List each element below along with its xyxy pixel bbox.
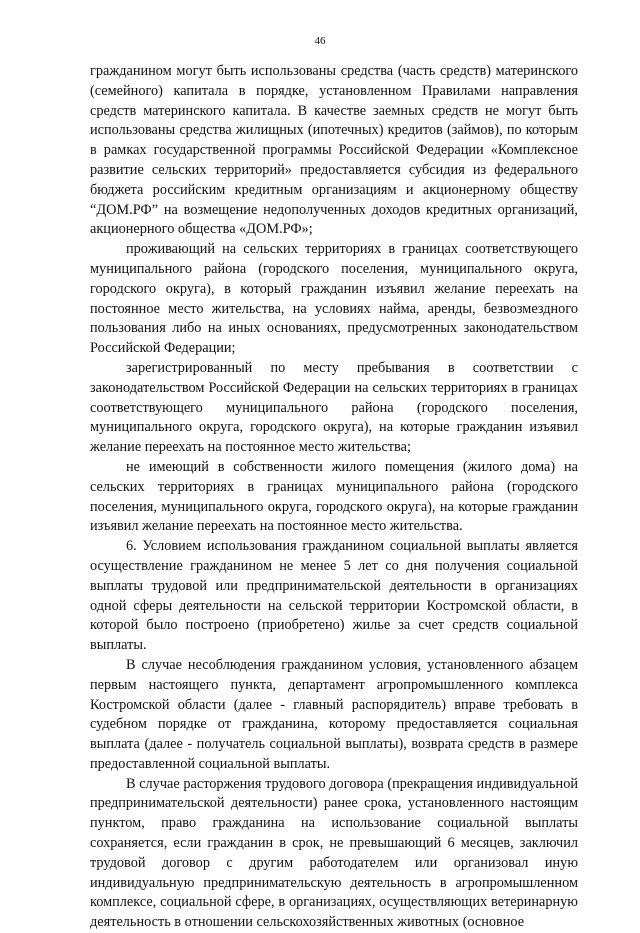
paragraph-no-property-condition: не имеющий в собственности жилого помещения (жилого дома) на сельских территориях в границах муниципального района (городского поселения, муниципального округа, городского округа), на которые гражданин изъявил желание переехать на постоянное место жительства. xyxy=(90,458,578,535)
paragraph-non-compliance: В случае несоблюдения гражданином условия, установленного абзацем первым настоящего пункта, департамент агропромышленного комплекса Костромской области (далее - главный распорядитель) вправе требовать в судебном порядке от гражданина, которому предоставляется социальная выплата (далее - получатель социальной выплаты), возврата средств в размере предоставленной социальной выплаты. xyxy=(90,656,578,772)
paragraph-registration-condition: зарегистрированный по месту пребывания в соответствии с законодательством Российской Федерации на сельских территориях в границах соответствующего муниципального района (городского поселения, муниципального округа, городского округа), на которые гражданин изъявил желание переехать на постоянное место жительства; xyxy=(90,359,578,456)
paragraph-item-6: 6. Условием использования гражданином социальной выплаты является осуществление гражданином не менее 5 лет со дня получения социальной выплаты трудовой или предпринимательской деятельности в организациях одной сферы деятельности на сельской территории Костромской области, в которой было построено (приобретено) жилье за счет средств социальной выплаты. xyxy=(90,538,578,654)
paragraph-residence-condition: проживающий на сельских территориях в границах соответствующего муниципального района (городского поселения, муниципального округа, городского округа), в который гражданин изъявил желание переехать на постоянное место жительства, на условиях найма, аренды, безвозмездного пользования либо на иных основаниях, предусмотренных законодательством Российской Федерации; xyxy=(90,241,578,357)
page-number: 46 xyxy=(314,35,326,47)
document-body xyxy=(90,62,578,933)
paragraph-continuation: гражданином могут быть использованы средства (часть средств) материнского (семейного) капитала в порядке, установленном Правилами направления средств материнского капитала. В качестве заемных средств не могут быть использованы средства жилищных (ипотечных) кредитов (займов), по которым в рамках государственной программы Российской Федерации «Комплексное развитие сельских территорий» предоставляется субсидия из федерального бюджета российским кредитным организациям и акционерному обществу “ДОМ.РФ” на возмещение недополученных доходов кредитных организаций, акционерного общества «ДОМ.РФ»; xyxy=(90,63,578,238)
paragraph-contract-termination: В случае расторжения трудового договора (прекращения индивидуальной предпринимательской деятельности) ранее срока, установленного настоящим пунктом, право гражданина на использование социальной выплаты сохраняется, если гражданин в срок, не превышающий 6 месяцев, заключил трудовой договор с другим работодателем или организовал иную индивидуальную предпринимательскую деятельность в агропромышленном комплексе, социальной сфере, в организациях, осуществляющих ветеринарную деятельность в отношении сельскохозяйственных животных (основное xyxy=(90,775,578,931)
